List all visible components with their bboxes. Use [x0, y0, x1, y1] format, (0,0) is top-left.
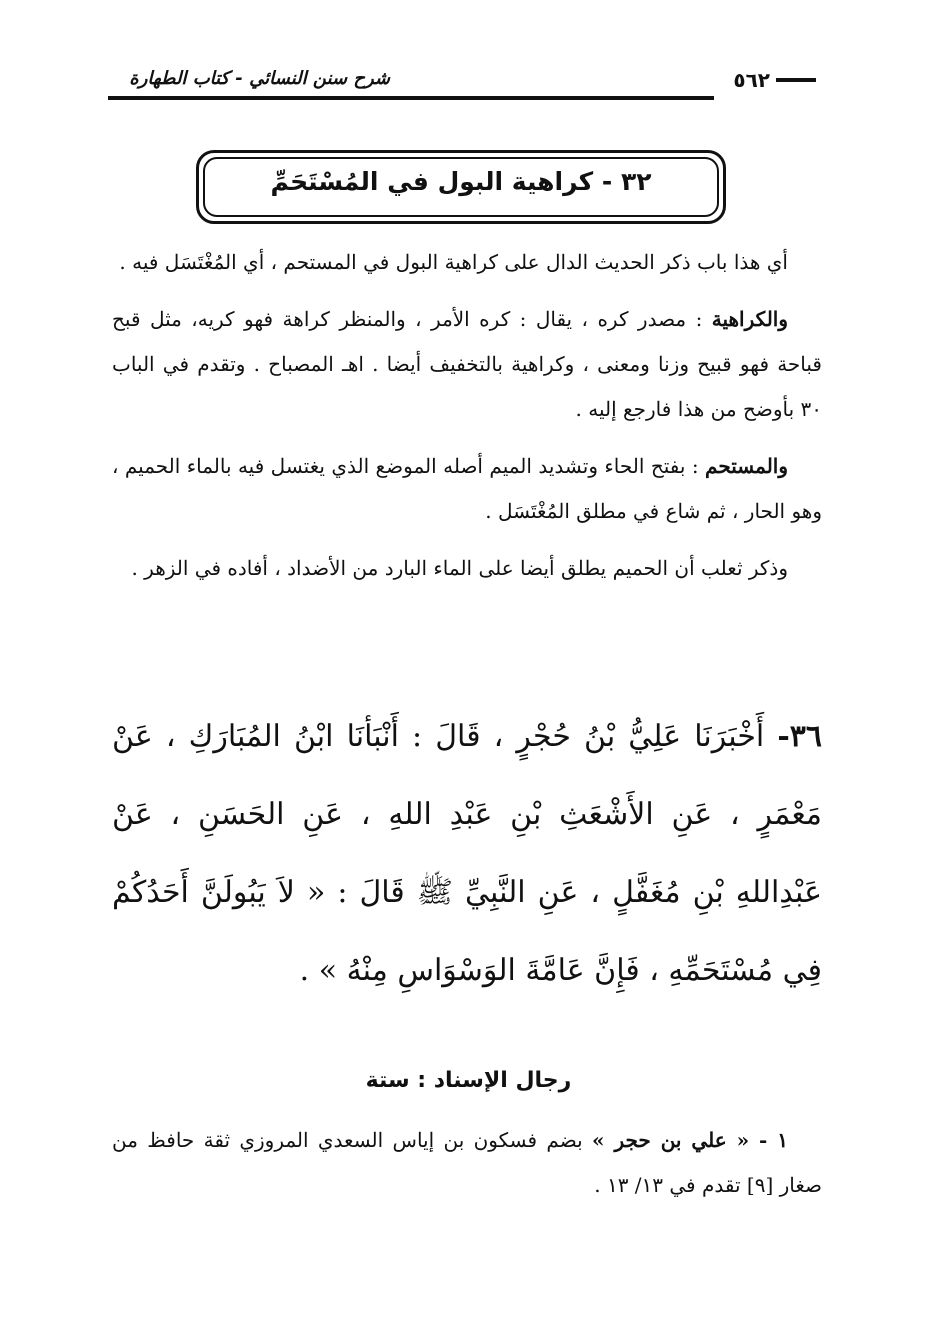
paragraph-intro-text: أي هذا باب ذكر الحديث الدال على كراهية البول في المستحم ، أي المُغْتَسَل فيه .: [119, 250, 788, 274]
paragraph-intro: [112, 240, 822, 285]
narrators-heading: رجال الإسناد : ستة: [365, 1068, 572, 1093]
narrator-item-1: [112, 1118, 822, 1208]
term-karahiya: والكراهية: [711, 307, 788, 331]
narrator-text-1: بضم فسكون بن إياس السعدي المروزي ثقة حافظ من صغار [٩] تقدم في ١٣/ ١٣ .: [112, 1128, 822, 1197]
hadith-text: أَخْبَرَنَا عَلِيُّ بْنُ حُجْرٍ ، قَالَ : أَنْبَأنَا ابْنُ المُبَارَكِ ، عَنْ مَعْمَرٍ ، عَنِ الأَشْعَثِ بْنِ عَبْدِ اللهِ ، عَنِ الحَسَنِ ، عَنْ عَبْدِاللهِ بْنِ مُغَفَّلٍ ، عَنِ النَّبِيِّ ﷺ قَالَ : « لاَ يَبُولَنَّ أَحَدُكُمْ فِي مُسْتَحَمِّهِ ، فَإِنَّ عَامَّةَ الوَسْوَاسِ مِنْهُ » .: [112, 719, 822, 988]
hadith-text-block: [112, 698, 822, 1010]
running-header: [108, 66, 826, 104]
commentary-section: [112, 240, 822, 591]
header-title: شرح سنن النسائي - كتاب الطهارة: [129, 68, 390, 89]
paragraph-thalab-text: وذكر ثعلب أن الحميم يطلق أيضا على الماء البارد من الأضداد ، أفاده في الزهر .: [131, 556, 788, 580]
paragraph-mustahamm: [112, 444, 822, 534]
hadith-number: ٣٦-: [777, 719, 822, 754]
hadith-section: [112, 698, 822, 1010]
narrator-name-1: ١ - « علي بن حجر »: [592, 1128, 789, 1152]
chapter-title-box: [196, 150, 726, 224]
paragraph-thalab: [112, 546, 822, 591]
paragraph-mustahamm-text: : بفتح الحاء وتشديد الميم أصله الموضع الذي يغتسل فيه بالماء الحميم ، وهو الحار ، ثم شاع في مطلق المُغْتَسَل .: [112, 454, 822, 523]
chapter-title: ٣٢ - كراهية البول في المُسْتَحَمِّ: [270, 167, 652, 196]
header-dash: [776, 78, 816, 82]
paragraph-karahiya-text: : مصدر كره ، يقال : كره الأمر ، والمنظر كراهة فهو كريه، مثل قبح قباحة فهو قبيح وزنا ومعنى ، وكراهية بالتخفيف أيضا . اهـ المصباح . وتقدم في الباب ٣٠ بأوضح من هذا فارجع إليه .: [112, 307, 822, 421]
page-number: ٥٦٢: [733, 68, 770, 92]
narrators-section: [112, 1118, 822, 1208]
header-rule: [108, 96, 714, 100]
paragraph-karahiya: [112, 297, 822, 432]
term-mustahamm: والمستحم: [705, 454, 788, 478]
